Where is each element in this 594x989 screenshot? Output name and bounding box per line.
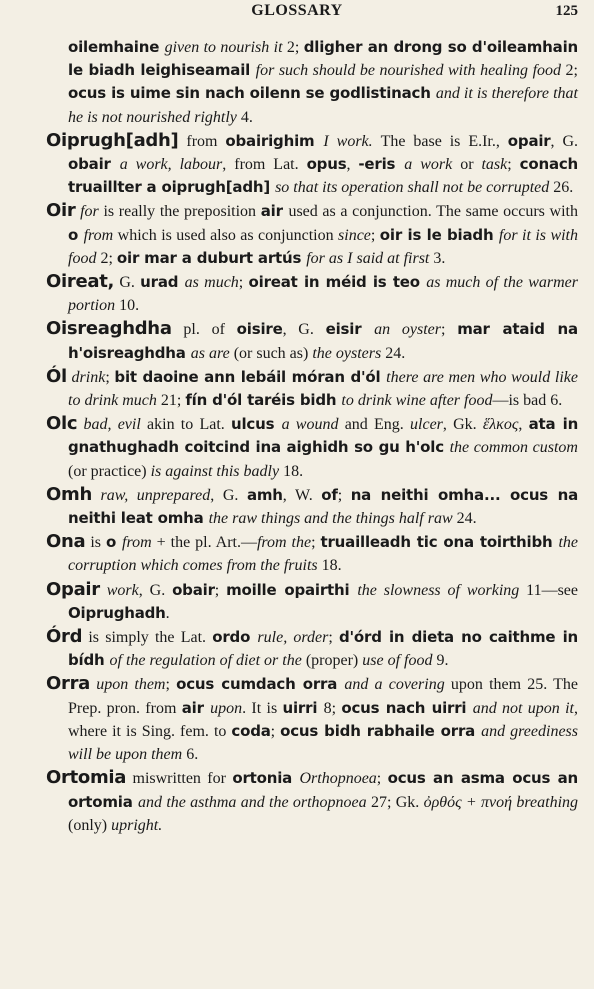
glossary-entry-oisreaghdha	[23, 317, 578, 364]
irish-text: dligher an drong so d'oileamhain le biadh leighiseamail	[68, 38, 579, 80]
gloss-text: G.	[114, 274, 141, 292]
translation-text: use of food	[362, 652, 437, 670]
gloss-text: 6.	[186, 746, 199, 764]
gloss-text: 24.	[456, 510, 477, 528]
entry-headword: Ona	[46, 531, 86, 553]
irish-text: oir mar a duburt artús	[116, 248, 307, 267]
irish-text: truailleadh tic ona toirthibh	[320, 533, 559, 552]
translation-text: and a covering	[344, 676, 451, 694]
translation-text: a wound	[281, 416, 345, 434]
irish-text: ocus an asma ocus an ortomia	[68, 769, 579, 811]
gloss-text: ;	[238, 274, 249, 292]
gloss-text: . It is	[242, 699, 283, 717]
translation-text: for	[75, 203, 104, 221]
entry-headword: Orra	[46, 673, 91, 695]
translation-text: for such should be nourished with healing food	[255, 62, 566, 80]
gloss-text: 2;	[100, 249, 117, 267]
irish-text: oisire	[236, 320, 283, 339]
translation-text: for as I said at first	[306, 249, 434, 267]
gloss-text: ;	[507, 156, 520, 174]
translation-text: from	[122, 534, 157, 552]
translation-text: and greediness will be upon them	[68, 722, 578, 764]
translation-text: as are	[190, 344, 234, 362]
glossary-entry-opair	[23, 578, 578, 625]
translation-text: of the regulation of diet or the	[109, 652, 306, 670]
entry-headword: Oiprugh[adh]	[46, 129, 179, 151]
irish-text: of	[321, 485, 338, 504]
gloss-text: 9.	[436, 652, 449, 670]
entry-headword: Olc	[46, 413, 78, 435]
translation-text: for it is with food	[68, 226, 578, 267]
gloss-text: (or practice)	[68, 462, 151, 480]
irish-text: obairighim	[225, 131, 324, 150]
gloss-text: , G.	[282, 321, 326, 339]
gloss-text: 18.	[283, 462, 304, 480]
gloss-text: ;	[441, 321, 458, 339]
gloss-text: , G.	[550, 132, 578, 150]
irish-text: opair	[507, 131, 551, 150]
gloss-text: from	[178, 132, 226, 150]
translation-text: rule, order	[257, 629, 329, 647]
gloss-text: (proper)	[305, 652, 363, 670]
irish-text: na neithi omha... ocus na neithi leat omha	[68, 485, 579, 528]
gloss-text: , G.	[138, 581, 173, 599]
glossary-entry-olc	[23, 412, 578, 483]
gloss-text: 2;	[286, 39, 304, 56]
gloss-text: 18.	[321, 557, 342, 575]
translation-text: from the	[256, 534, 312, 552]
translation-text: ἕλκος	[482, 416, 519, 434]
gloss-text: ,	[346, 156, 359, 174]
page-number: 125	[555, 3, 578, 19]
gloss-text: is really the preposition	[103, 203, 261, 221]
glossary-entry-ortomia	[23, 766, 578, 837]
gloss-text: 10.	[119, 297, 140, 315]
gloss-text: 21;	[160, 392, 186, 410]
gloss-text: + the pl. Art.—	[156, 534, 257, 552]
gloss-text: akin to Lat.	[147, 416, 231, 434]
entry-headword: Opair	[46, 578, 100, 600]
glossary-entry-ord	[23, 625, 578, 672]
gloss-text: and Eng.	[344, 416, 411, 434]
translation-text: the corruption which comes from the fruits	[68, 534, 578, 575]
irish-text: obair	[172, 580, 215, 599]
entry-headword: Omh	[46, 483, 92, 505]
translation-text: and the asthma and the orthopnoea	[138, 793, 371, 811]
irish-text: mar ataid na h'oisreaghdha	[68, 320, 578, 362]
gloss-text: ;	[214, 581, 227, 599]
gloss-text: , Gk.	[442, 416, 483, 434]
entry-headword: Oireat,	[46, 271, 115, 293]
irish-text: o	[68, 225, 84, 244]
translation-text: as much	[184, 274, 239, 292]
translation-text: drink	[66, 368, 106, 386]
irish-text: ocus nach uirri	[341, 698, 473, 717]
irish-text: urad	[140, 273, 185, 292]
irish-text: o	[105, 533, 123, 552]
glossary-entry-oireat	[23, 270, 578, 317]
entry-headword: Oisreaghdha	[46, 318, 172, 340]
gloss-text: 27; Gk.	[370, 793, 424, 811]
gloss-text: 26.	[553, 179, 574, 197]
translation-text: upon	[210, 699, 243, 717]
translation-text: so that its operation shall not be corrupted	[275, 179, 554, 197]
running-header-title: GLOSSARY	[251, 2, 343, 19]
gloss-text: .	[165, 604, 170, 622]
irish-text: ordo	[212, 628, 258, 647]
entry-headword: Ortomia	[46, 767, 127, 789]
irish-text: bit daoine ann lebáil móran d'ól	[114, 367, 387, 386]
translation-text: a work	[404, 156, 461, 174]
translation-text: I work.	[323, 132, 381, 150]
translation-text: the raw things and the things half raw	[208, 510, 457, 528]
entry-headword: Ól	[46, 365, 67, 387]
translation-text: an oyster	[374, 321, 441, 339]
irish-text: obair	[68, 155, 120, 174]
irish-text: air	[181, 698, 211, 717]
gloss-text: used as a conjunction. The same occurs with	[288, 203, 579, 221]
gloss-text: 24.	[385, 344, 406, 362]
translation-text: a work, labour	[119, 156, 223, 174]
translation-text: task	[481, 156, 508, 174]
translation-text: to drink wine after food	[341, 392, 493, 410]
glossary-entry-omh	[23, 483, 578, 530]
irish-text: coda	[231, 721, 271, 740]
gloss-text: (only)	[68, 816, 112, 834]
gloss-text: ;	[328, 629, 339, 647]
irish-text: ulcus	[231, 415, 282, 434]
irish-text: -eris	[358, 155, 405, 174]
translation-text: bad, evil	[77, 416, 148, 434]
gloss-text: ;	[370, 226, 380, 244]
translation-text: the common custom	[449, 439, 578, 457]
translation-text: the oysters	[312, 344, 386, 362]
irish-text: ortonia	[232, 769, 300, 788]
irish-text: ocus bidh rabhaile orra	[280, 721, 482, 740]
translation-text: upon them	[90, 676, 166, 694]
translation-text: and not upon it	[472, 699, 574, 717]
glossary-entry-cont	[23, 36, 578, 129]
irish-text: oir is le biadh	[379, 225, 499, 244]
gloss-text: which is used also as conjunction	[117, 226, 339, 244]
translation-text: Orthopnoea	[299, 770, 377, 788]
gloss-text: —is bad 6.	[492, 392, 563, 410]
translation-text: from	[83, 226, 118, 244]
translation-text: the slowness of working	[357, 581, 527, 599]
irish-text: Oiprughadh	[68, 603, 166, 622]
glossary-entry-ol	[23, 365, 578, 412]
entry-headword: Órd	[46, 626, 83, 648]
translation-text: is against this badly	[150, 462, 284, 480]
irish-text: fín d'ól taréis bidh	[185, 391, 342, 410]
gloss-text: is	[85, 534, 106, 552]
irish-text: ocus cumdach orra	[176, 675, 345, 694]
gloss-text: 4.	[240, 108, 253, 126]
irish-text: ata in gnathughadh coitcind ina aighidh so gu h'olc	[68, 415, 579, 457]
irish-text: oireat in méid is teo	[248, 273, 427, 292]
translation-text: upright.	[111, 816, 163, 834]
translation-text: raw, unprepared	[91, 486, 211, 504]
irish-text: d'órd in dieta no caithme in bídh	[68, 628, 579, 670]
glossary-entry-oir	[23, 199, 578, 270]
gloss-text: 3.	[433, 249, 446, 267]
glossary-entry-oiprugh	[23, 129, 578, 200]
glossary-entry-ona	[23, 530, 578, 577]
irish-text: oilemhaine	[68, 38, 165, 56]
gloss-text: upon them 25. The Prep. pron. from	[68, 676, 579, 717]
translation-text: ὀρθός + πνοή breathing	[423, 793, 579, 811]
translation-text: work	[99, 581, 139, 599]
gloss-text: pl. of	[171, 321, 237, 339]
translation-text: there are men who would like to drink much	[68, 368, 578, 410]
irish-text: amh	[246, 485, 283, 504]
gloss-text: , from Lat.	[222, 156, 307, 174]
irish-text: moille opairthi	[226, 580, 358, 599]
gloss-text: ;	[165, 676, 177, 694]
gloss-text: ;	[311, 534, 321, 552]
irish-text: air	[260, 202, 289, 221]
gloss-text: is simply the Lat.	[82, 629, 213, 647]
gloss-text: ;	[105, 368, 115, 386]
gloss-text: 2;	[565, 62, 578, 80]
irish-text: conach truaillter a oiprugh[adh]	[68, 155, 579, 197]
translation-text: since	[338, 226, 371, 244]
gloss-text: , W.	[282, 486, 322, 504]
translation-text: as much of the warmer portion	[68, 274, 578, 315]
translation-text: given to nourish it	[164, 39, 287, 56]
irish-text: uirri	[282, 698, 324, 717]
gloss-text: ;	[376, 770, 388, 788]
translation-text: ulcer	[410, 416, 443, 434]
gloss-text: , G.	[210, 486, 247, 504]
gloss-text: 8;	[323, 699, 342, 717]
gloss-text: miswritten for	[126, 770, 233, 788]
gloss-text: ,	[518, 416, 529, 434]
irish-text: opus	[306, 155, 347, 174]
gloss-text: ;	[270, 722, 281, 740]
gloss-text: or	[460, 156, 482, 174]
irish-text: ocus is uime sin nach oilenn se godlistinach	[68, 84, 436, 103]
gloss-text: ;	[337, 486, 351, 504]
gloss-text: The base is E.Ir.,	[380, 132, 508, 150]
gloss-text: , where it is Sing. fem. to	[68, 699, 578, 740]
gloss-text: 11—see	[526, 581, 578, 599]
gloss-text: (or such as)	[233, 344, 313, 362]
entry-headword: Oir	[46, 200, 76, 222]
glossary-body	[23, 36, 578, 837]
translation-text: and it is therefore that he is not nourished rightly	[68, 85, 578, 126]
irish-text: eisir	[325, 320, 375, 339]
glossary-entry-orra	[23, 672, 578, 766]
